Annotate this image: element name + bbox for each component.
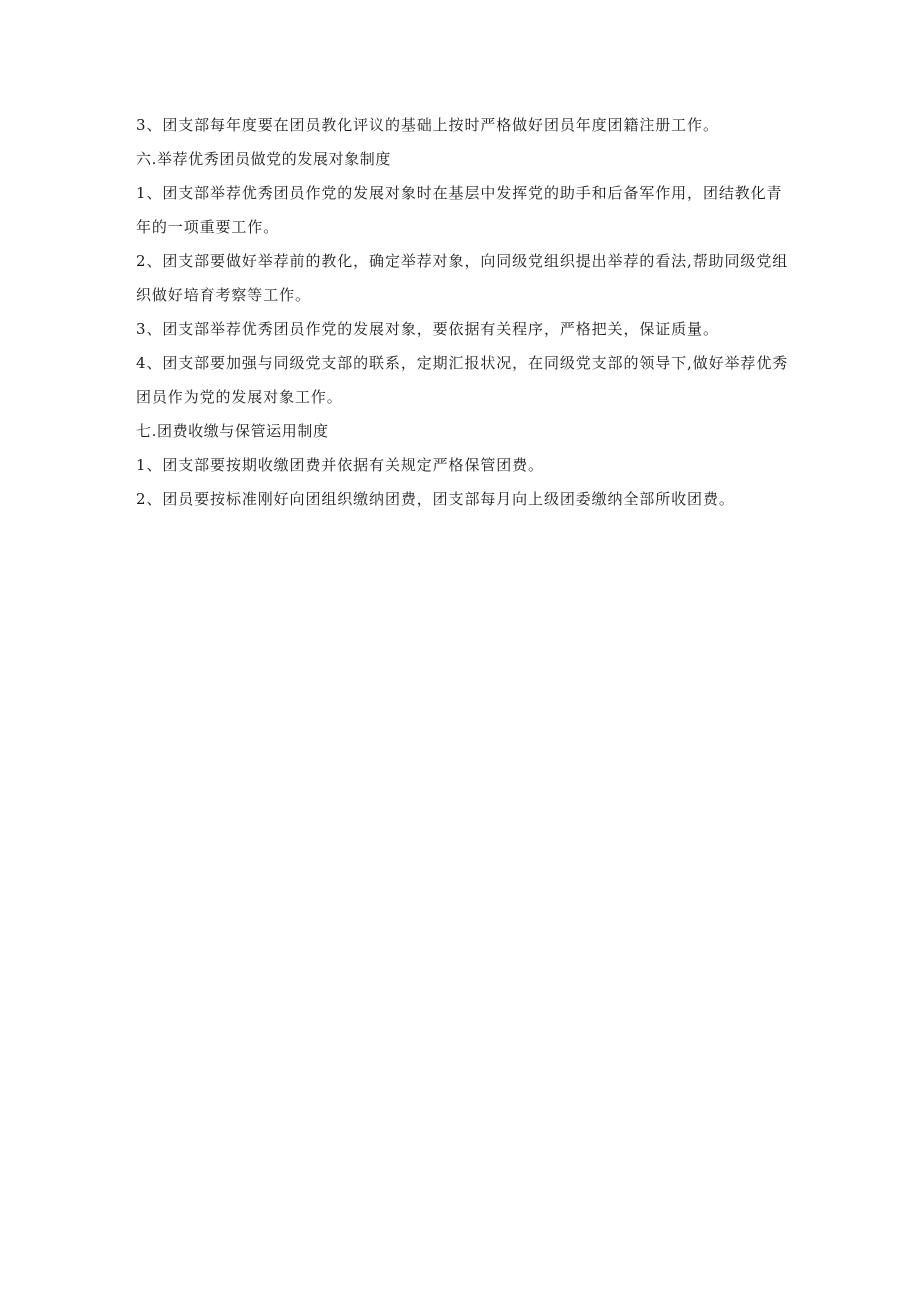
section-heading: 七.团费收缴与保管运用制度 (136, 422, 329, 440)
paragraph-item: 1、团支部要按期收缴团费并依据有关规定严格保管团费。 (136, 456, 544, 474)
paragraph-item: 2、团支部要做好举荐前的教化，确定举荐对象，向同级党组织提出举荐的看法,帮助同级党组织做好培育考察等工作。 (136, 252, 789, 304)
paragraph-item: 1、团支部举荐优秀团员作党的发展对象时在基层中发挥党的助手和后备军作用，团结教化青年的一项重要工作。 (136, 184, 783, 236)
paragraph-item: 3、团支部举荐优秀团员作党的发展对象，要依据有关程序，严格把关，保证质量。 (136, 320, 719, 338)
document-body (136, 108, 790, 516)
paragraph-item: 2、团员要按标准刚好向团组织缴纳团费，团支部每月向上级团委缴纳全部所收团费。 (136, 490, 735, 508)
section-heading: 六.举荐优秀团员做党的发展对象制度 (136, 150, 391, 168)
paragraph-item: 3、团支部每年度要在团员教化评议的基础上按时严格做好团员年度团籍注册工作。 (136, 116, 719, 134)
paragraph-item: 4、团支部要加强与同级党支部的联系，定期汇报状况，在同级党支部的领导下,做好举荐优秀团员作为党的发展对象工作。 (136, 354, 789, 406)
